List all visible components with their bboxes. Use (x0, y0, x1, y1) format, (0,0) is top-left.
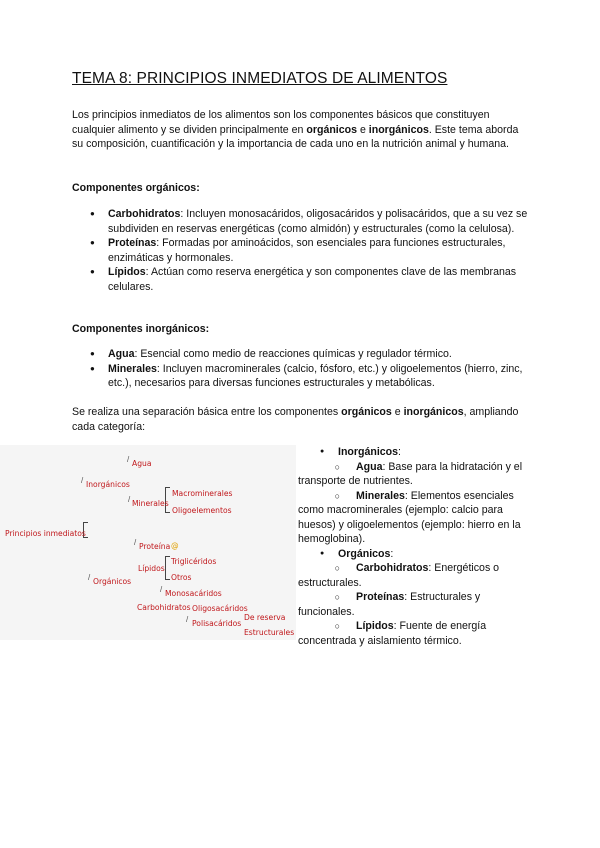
item-term: Carbohidratos (356, 562, 429, 574)
map-monosacaridos: Monosacáridos (165, 589, 222, 598)
item-term: Minerales (356, 489, 405, 502)
map-macrominerales: Macrominerales (172, 489, 233, 498)
map-estructurales: Estructurales (244, 628, 295, 637)
map-otros: Otros (171, 573, 192, 582)
item-term: Agua (108, 348, 135, 360)
item-text: : Actúan como reserva energética y son componentes clave de las membranas celulares. (108, 266, 517, 293)
item-term: Carbohidratos (108, 208, 181, 220)
classification-list (298, 445, 538, 648)
sep-text-3: , ampliando cada categoría: (72, 406, 519, 433)
list-subitem-minerales (298, 489, 538, 547)
item-term: Lípidos (356, 620, 394, 632)
list-item (90, 236, 530, 265)
item-text: : Estructurales y funcionales. (298, 591, 481, 618)
map-root: Principios inmediatos (5, 529, 86, 538)
intro-text-1: Los principios inmediatos de los alimentos son los componentes básicos que constituyen cualquier alimento y se dividen principalmente en (72, 109, 490, 136)
item-term: Agua (356, 460, 383, 473)
item-text: : Base para la hidratación y el transporte de nutrientes. (298, 460, 523, 487)
list-item (90, 207, 530, 236)
circle-bullet-icon: ○ (334, 592, 340, 602)
map-de-reserva: De reserva (244, 613, 286, 622)
map-proteina-mark: @ (171, 541, 179, 550)
intro-bold-inorganicos: inorgánicos (368, 123, 429, 136)
inorganic-list (90, 347, 530, 391)
item-text: : Energéticos o estructurales. (298, 562, 500, 589)
intro-paragraph (72, 108, 532, 152)
inorganic-heading: Componentes inorgánicos: (72, 323, 210, 335)
list-item (90, 347, 530, 362)
map-bracket (165, 556, 170, 580)
list-item (90, 265, 530, 294)
separation-paragraph (72, 405, 532, 434)
circle-bullet-icon: ○ (334, 621, 340, 631)
page-title: TEMA 8: PRINCIPIOS INMEDIATOS DE ALIMENTOS (72, 70, 448, 87)
map-oligosacaridos: Oligosacáridos (192, 604, 248, 613)
list-subitem-carbohidratos (298, 561, 538, 590)
sep-text-1: Se realiza una separación básica entre los componentes (72, 406, 342, 418)
intro-bold-organicos: orgánicos (306, 123, 358, 136)
item-term: Proteínas (356, 591, 405, 603)
item-text: : Incluyen macrominerales (calcio, fósforo, etc.) y oligoelementos (hierro, zinc, etc.), necesarios para diversas funciones estructurales y metabólicas. (108, 362, 523, 389)
list-subitem-lipidos (298, 619, 538, 648)
map-oligoelementos: Oligoelementos (172, 506, 232, 515)
map-minerales: Minerales (132, 499, 169, 508)
list-item-inorganicos (298, 445, 538, 460)
map-inorganicos: Inorgánicos (86, 480, 130, 489)
item-term: Lípidos (108, 266, 146, 278)
sep-bold-organicos: orgánicos (341, 406, 392, 418)
sep-text-2: e (391, 406, 404, 418)
list-subitem-agua (298, 460, 538, 489)
item-colon: : (390, 547, 394, 560)
item-title: Orgánicos (338, 547, 391, 560)
item-text: : Elementos esenciales como macrominerales (ejemplo: calcio para huesos) y oligoelementos (ejemplo: hierro en la hemoglobina). (298, 489, 521, 545)
item-text: : Formadas por aminoácidos, son esenciales para funciones estructurales, enzimáticas y hormonales. (108, 237, 506, 264)
item-term: Proteínas (108, 237, 157, 249)
item-term: Minerales (108, 362, 157, 375)
item-text: : Fuente de energía concentrada y aislamiento térmico. (298, 620, 487, 647)
intro-text-3: . Este tema aborda su composición, cuantificación y la importancia de cada uno en la nutrición animal y humana. (72, 123, 519, 150)
map-proteina: Proteína (139, 542, 171, 551)
map-lipidos: Lípidos (138, 564, 165, 573)
organic-list (90, 207, 530, 294)
mind-map-image: / Agua / Inorgánicos Macrominerales / Minerales Oligoelementos Principios inmediatos / Proteína @ Triglicéridos Lípidos Otros / Orgánicos / Monosacáridos Carbohidratos Oligosacáridos De reserva / Polisacáridos Estructurales (0, 445, 296, 640)
list-subitem-proteinas (298, 590, 538, 619)
intro-text-2: e (357, 123, 369, 136)
item-text: : Incluyen monosacáridos, oligosacáridos y polisacáridos, que a su vez se subdividen en reservas energéticas (como almidón) y estructurales (como la celulosa). (108, 208, 528, 235)
circle-bullet-icon: ○ (334, 490, 340, 501)
sep-bold-inorganicos: inorgánicos (403, 406, 464, 418)
map-trigliceridos: Triglicéridos (171, 557, 217, 566)
map-agua: Agua (132, 459, 152, 468)
list-item (90, 362, 530, 391)
circle-bullet-icon: ○ (334, 563, 340, 573)
organic-heading: Componentes orgánicos: (72, 182, 200, 194)
item-colon: : (398, 446, 401, 458)
map-carbohidratos: Carbohidratos (137, 603, 191, 612)
item-title: Inorgánicos (338, 446, 399, 458)
circle-bullet-icon: ○ (334, 461, 340, 472)
list-item-organicos (298, 547, 538, 562)
map-polisacaridos: Polisacáridos (192, 619, 242, 628)
item-text: : Esencial como medio de reacciones químicas y regulador térmico. (134, 348, 452, 360)
map-organicos: Orgánicos (93, 577, 132, 586)
